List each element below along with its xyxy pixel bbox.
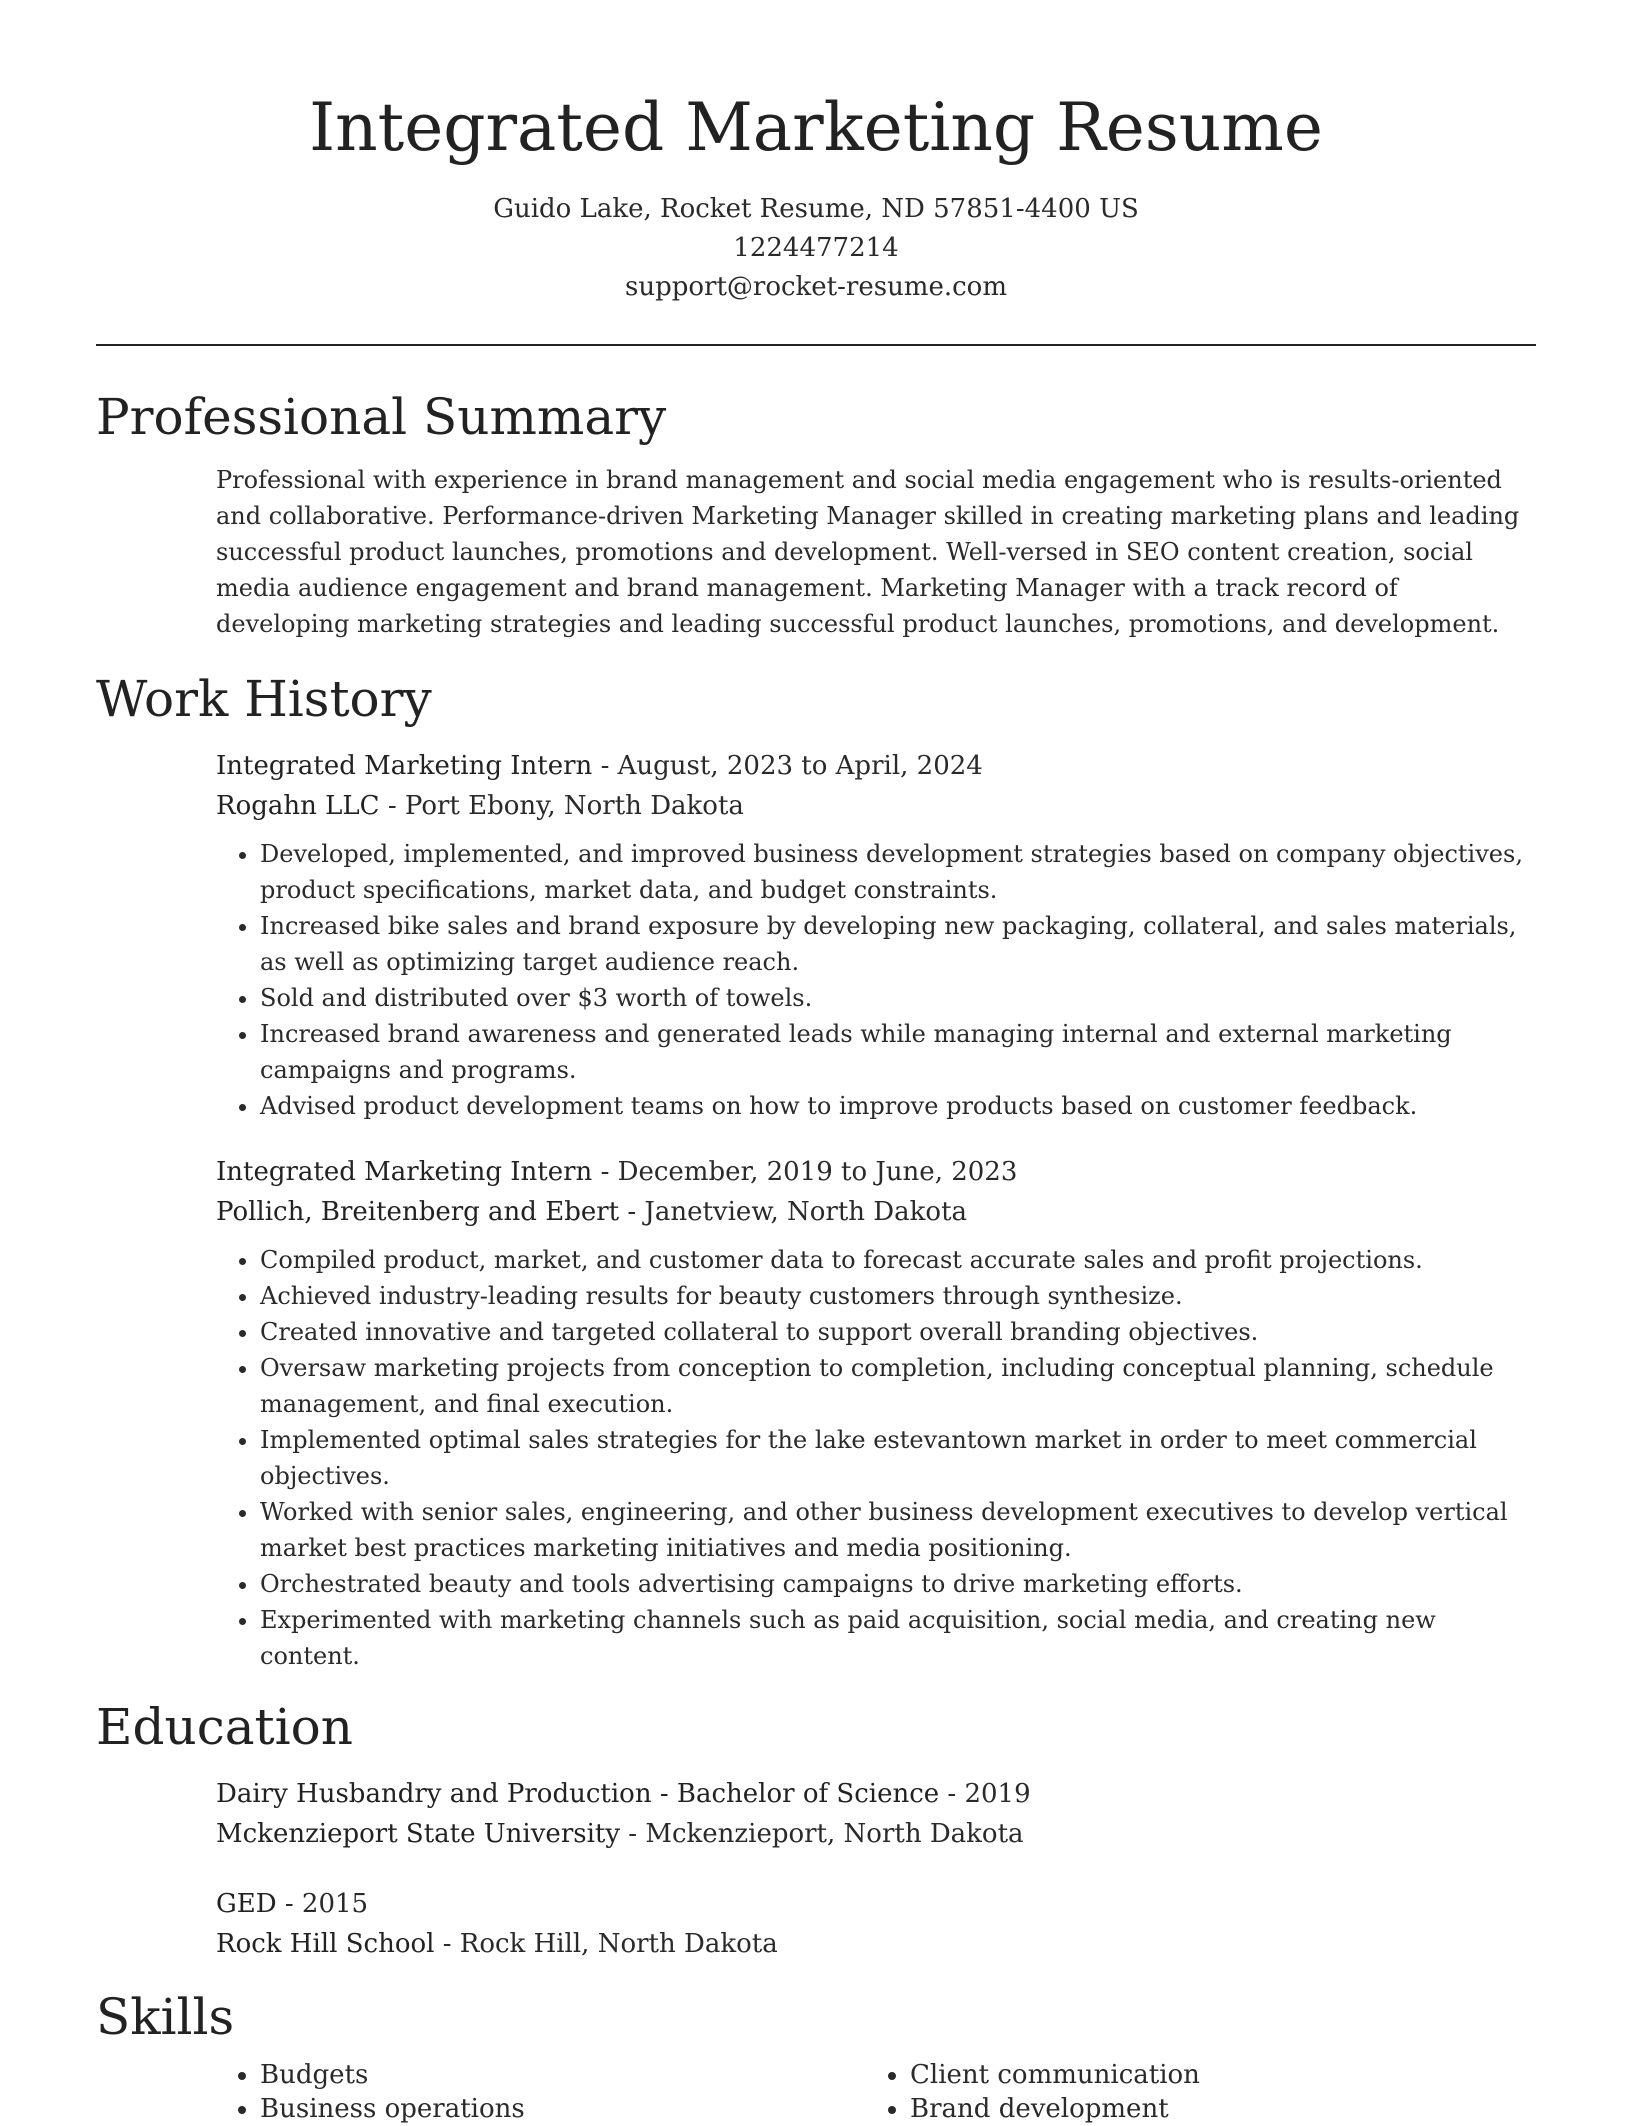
job-title: Integrated Marketing Intern [216,1157,593,1187]
job-entry [216,1152,1536,1674]
job-title: Integrated Marketing Intern [216,751,593,781]
list-item: • Implemented optimal sales strategies for the lake estevantown market in order to meet commercial objectives. [260,1422,1536,1494]
contact-info [96,190,1536,307]
job-dates: - August, 2023 to April, 2024 [592,751,983,781]
education-section [96,1696,1536,1964]
job-dates: - December, 2019 to June, 2023 [592,1157,1018,1187]
job-location: - Port Ebony, North Dakota [379,791,744,821]
job-entry [216,746,1536,1124]
list-item: • Developed, implemented, and improved business development strategies based on company objectives, product specifications, market data, and budget constraints. [260,836,1536,908]
list-item: • Brand development [910,2092,1516,2126]
list-item: • Increased brand awareness and generated leads while managing internal and external marketing campaigns and programs. [260,1016,1536,1088]
list-item: • Client communication [910,2058,1516,2092]
list-item: • Business operations [260,2092,866,2126]
list-item: • Worked with senior sales, engineering, and other business development executives to develop vertical market best practices marketing initiatives and media positioning. [260,1494,1536,1566]
skills-column-right [866,2058,1516,2126]
list-item: • Increased bike sales and brand exposure by developing new packaging, collateral, and sales materials, as well as optimizing target audience reach. [260,908,1536,980]
job-company: Pollich, Breitenberg and Ebert [216,1197,620,1227]
list-item: • Oversaw marketing projects from conception to completion, including conceptual planning, schedule management, and final execution. [260,1350,1536,1422]
resume-header [96,0,1536,307]
contact-address: Guido Lake, Rocket Resume, ND 57851-4400 US [493,194,1139,224]
list-item: • Orchestrated beauty and tools advertising campaigns to drive marketing efforts. [260,1566,1536,1602]
education-school: Mckenzieport State University [216,1819,621,1849]
education-location: - Mckenzieport, North Dakota [620,1819,1024,1849]
contact-phone: 1224477214 [733,233,899,263]
list-item: • Achieved industry-leading results for beauty customers through synthesize. [260,1278,1536,1314]
education-degree: Dairy Husbandry and Production - Bachelor of Science [216,1779,940,1809]
summary-section [96,386,1536,642]
education-degree: GED [216,1889,277,1919]
job-company: Rogahn LLC [216,791,380,821]
job-bullets [216,836,1536,1124]
education-school: Rock Hill School [216,1929,435,1959]
education-year: - 2015 [276,1889,369,1919]
job-location: - Janetview, North Dakota [619,1197,968,1227]
summary-text: Professional with experience in brand management and social media engagement who is results-oriented and collaborative. Performance-driven Marketing Manager skilled in creating marketing plans and leading successful product launches, promotions and development. Well-versed in SEO content creation, social media audience engagement and brand management. Marketing Manager with a track record of developing marketing strategies and leading successful product launches, promotions, and development. [216,466,1520,638]
job-title-line [216,1152,1536,1192]
education-school-line [216,1814,1536,1854]
education-entry [216,1774,1536,1854]
skills-column-left [216,2058,866,2126]
list-item: • Experimented with marketing channels such as paid acquisition, social media, and creating new content. [260,1602,1536,1674]
header-divider [96,344,1536,346]
list-item: • Budgets [260,2058,866,2092]
contact-email: support@rocket-resume.com [624,272,1007,302]
work-history-heading: Work History [96,670,432,728]
list-item: • Advised product development teams on how to improve products based on customer feedback. [260,1088,1536,1124]
education-location: - Rock Hill, North Dakota [434,1929,778,1959]
skills-grid [216,2058,1536,2126]
skills-section [96,1986,1536,2126]
education-year: - 2019 [939,1779,1031,1809]
education-school-line [216,1924,1536,1964]
education-heading: Education [96,1698,353,1756]
list-item: • Sold and distributed over $3 worth of towels. [260,980,1536,1016]
resume-title: Integrated Marketing Resume [309,89,1323,166]
work-history-section [96,668,1536,1674]
education-entry [216,1884,1536,1964]
job-company-line [216,786,1536,826]
education-degree-line [216,1774,1536,1814]
education-degree-line [216,1884,1536,1924]
list-item: • Compiled product, market, and customer data to forecast accurate sales and profit projections. [260,1242,1536,1278]
list-item: • Created innovative and targeted collateral to support overall branding objectives. [260,1314,1536,1350]
job-title-line [216,746,1536,786]
skills-heading: Skills [96,1988,235,2046]
summary-heading: Professional Summary [96,388,667,446]
job-bullets [216,1242,1536,1674]
job-company-line [216,1192,1536,1232]
